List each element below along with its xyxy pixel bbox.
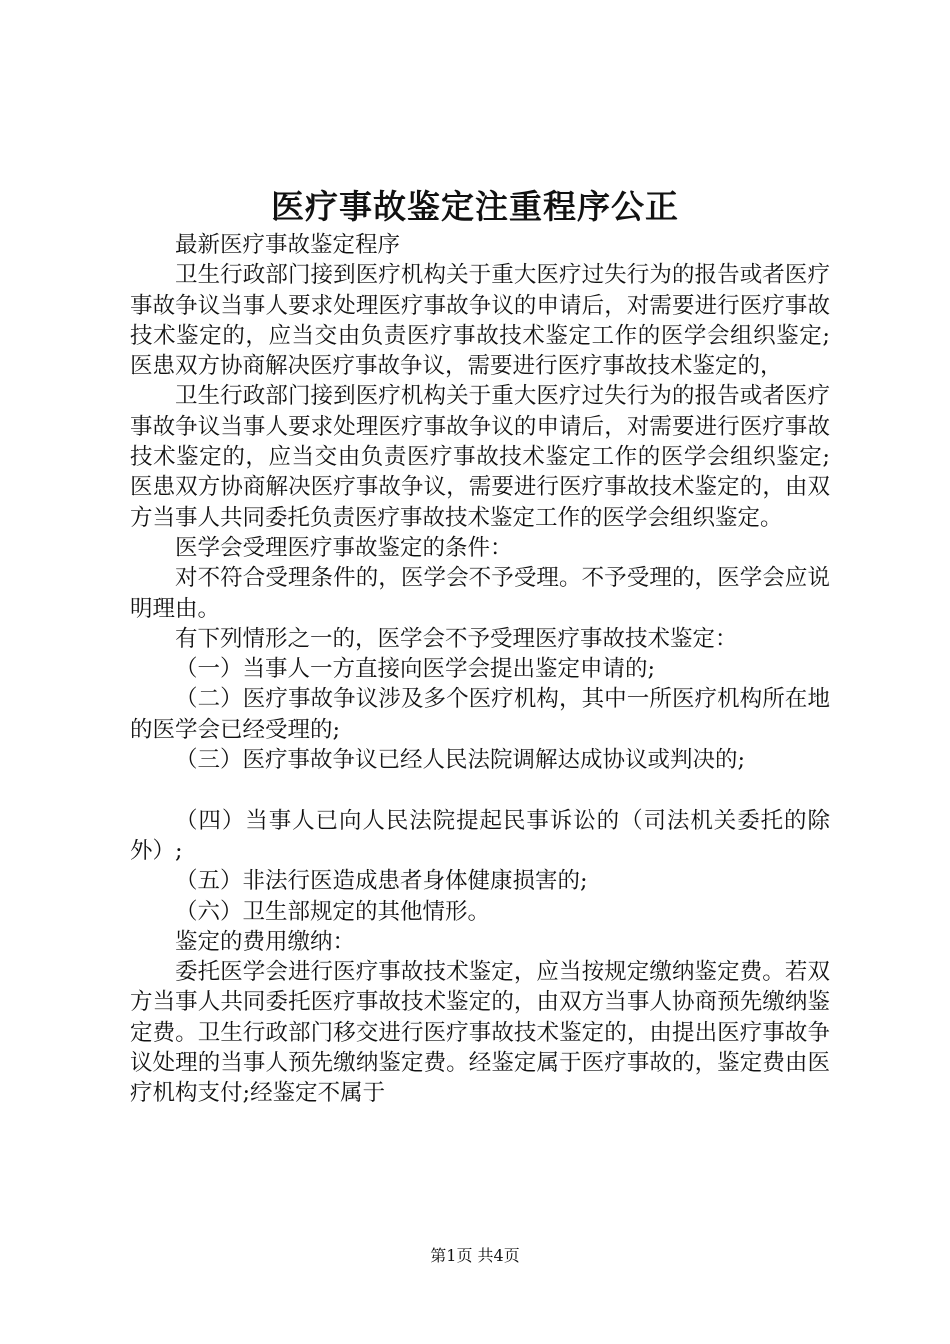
document-title: 医疗事故鉴定注重程序公正 <box>271 187 679 226</box>
paragraph: 对不符合受理条件的，医学会不予受理。不予受理的，医学会应说明理由。 <box>130 565 830 622</box>
paragraph: 卫生行政部门接到医疗机构关于重大医疗过失行为的报告或者医疗事故争议当事人要求处理医疗事故争议的申请后，对需要进行医疗事故技术鉴定的，应当交由负责医疗事故技术鉴定工作的医学会组织鉴定;医患双方协商解决医疗事故争议，需要进行医疗事故技术鉴定的，由双方当事人共同委托负责医疗事故技术鉴定工作的医学会组织鉴定。 <box>130 383 830 531</box>
paragraph: 有下列情形之一的，医学会不予受理医疗事故技术鉴定： <box>175 625 738 652</box>
list-item: （五）非法行医造成患者身体健康损害的; <box>175 868 588 895</box>
list-item: （一）当事人一方直接向医学会提出鉴定申请的; <box>175 656 656 683</box>
paragraph-heading-procedure: 最新医疗事故鉴定程序 <box>175 232 401 258</box>
paragraph: 委托医学会进行医疗事故技术鉴定，应当按规定缴纳鉴定费。若双方当事人共同委托医疗事故技术鉴定的，由双方当事人协商预先缴纳鉴定费。卫生行政部门移交进行医疗事故技术鉴定的，由提出医疗事故争议处理的当事人预先缴纳鉴定费。经鉴定属于医疗事故的，鉴定费由医疗机构支付;经鉴定不属于 <box>130 959 830 1107</box>
blank-line <box>130 775 830 805</box>
page-number: 第1页 共4页 <box>430 1246 520 1265</box>
paragraph: 卫生行政部门接到医疗机构关于重大医疗过失行为的报告或者医疗事故争议当事人要求处理医疗事故争议的申请后，对需要进行医疗事故技术鉴定的，应当交由负责医疗事故技术鉴定工作的医学会组织鉴定;医患双方协商解决医疗事故争议，需要进行医疗事故技术鉴定的， <box>130 262 830 380</box>
list-item: （六）卫生部规定的其他情形。 <box>175 898 491 925</box>
list-item: （二）医疗事故争议涉及多个医疗机构，其中一所医疗机构所在地的医学会已经受理的; <box>130 686 830 743</box>
list-item: （三）医疗事故争议已经人民法院调解达成协议或判决的; <box>175 747 746 774</box>
paragraph-heading-conditions: 医学会受理医疗事故鉴定的条件： <box>175 534 513 561</box>
document-body <box>130 230 830 1109</box>
list-item: （四）当事人已向人民法院提起民事诉讼的（司法机关委托的除外）; <box>130 807 830 864</box>
paragraph-heading-fees: 鉴定的费用缴纳： <box>175 928 356 955</box>
